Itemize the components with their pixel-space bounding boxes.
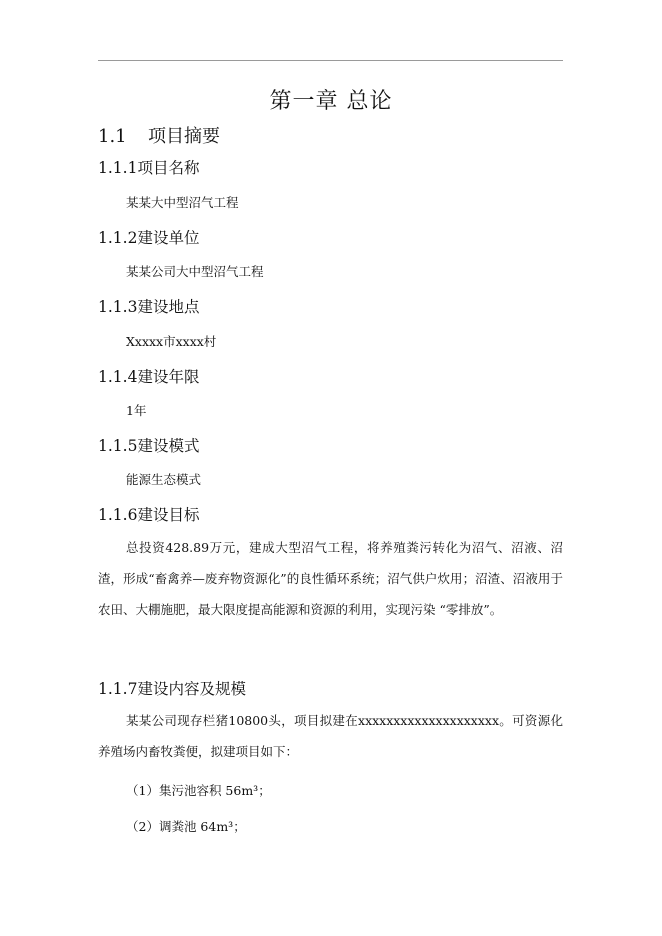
list-item: （1）集污池容积 56m³； — [126, 783, 271, 798]
subsection-heading-duration: 1.1.4建设年限 — [98, 368, 200, 386]
duration-text: 1年 — [126, 403, 147, 418]
construction-unit-text: 某某公司大中型沼气工程 — [126, 264, 264, 279]
mode-text: 能源生态模式 — [126, 472, 202, 487]
subsection-heading-project-name: 1.1.1项目名称 — [98, 159, 200, 177]
subsection-heading-construction-unit: 1.1.2建设单位 — [98, 229, 200, 247]
section-heading — [98, 122, 220, 148]
chapter-title: 第一章 总论 — [269, 89, 393, 114]
subsection-heading-goal: 1.1.6建设目标 — [98, 506, 200, 524]
project-name-text: 某某大中型沼气工程 — [126, 195, 239, 210]
scope-paragraph: 某某公司现存栏猪10800头，项目拟建在xxxxxxxxxxxxxxxxxxxx。可资源化养殖场内畜牧粪便，拟建项目如下： — [98, 713, 563, 759]
subsection-heading-site: 1.1.3建设地点 — [98, 298, 200, 316]
header-rule — [98, 60, 563, 61]
list-item: （2）调粪池 64m³； — [126, 819, 246, 834]
goal-paragraph: 总投资428.89万元，建成大型沼气工程，将养殖粪污转化为沼气、沼液、沼渣，形成“畜禽养—废弃物资源化”的良性循环系统；沼气供户炊用；沼渣、沼液用于农田、大棚施肥，最大限度提高能源和资源的利用，实现污染 “零排放”。 — [98, 540, 563, 617]
section-number: 1.1 — [98, 126, 127, 147]
section-title: 项目摘要 — [148, 126, 220, 147]
subsection-heading-scope: 1.1.7建设内容及规模 — [98, 680, 246, 698]
site-text: Xxxxx市xxxx村 — [126, 334, 217, 349]
subsection-heading-mode: 1.1.5建设模式 — [98, 437, 200, 455]
